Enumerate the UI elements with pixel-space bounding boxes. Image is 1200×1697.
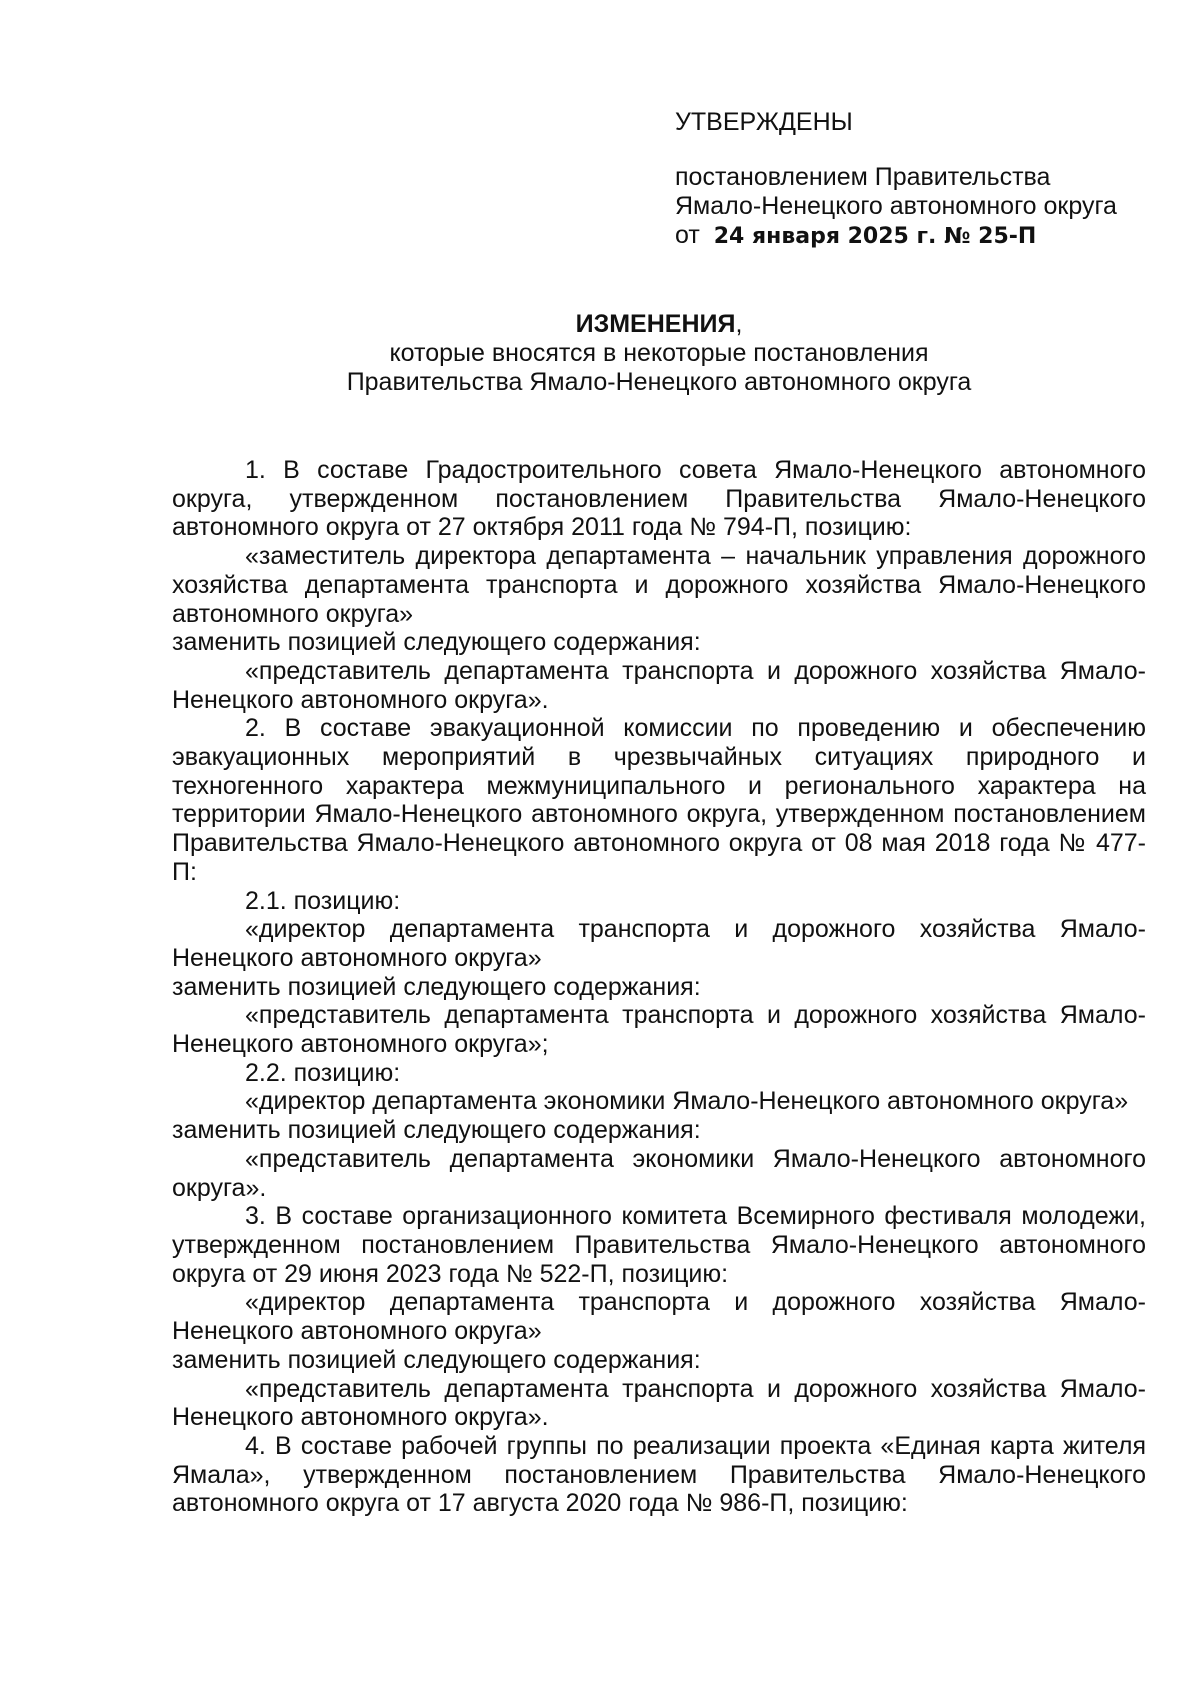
paragraph-4: «представитель департамента транспорта и дорожного хозяйства Ямало-Ненецкого автономного округа». <box>172 656 1146 714</box>
paragraph-8: заменить позицией следующего содержания: <box>172 972 701 1001</box>
title-line-2: которые вносятся в некоторые постановления <box>389 339 929 367</box>
approval-stamp: УТВЕРЖДЕНЫ <box>675 108 853 136</box>
title-line-3: Правительства Ямало-Ненецкого автономного округа <box>346 368 972 396</box>
title-heading-suffix: , <box>735 310 743 338</box>
paragraph-3: заменить позицией следующего содержания: <box>172 628 701 657</box>
title-heading: ИЗМЕНЕНИЯ <box>575 310 736 338</box>
paragraph-13: «представитель департамента экономики Ямало-Ненецкого автономного округа». <box>172 1144 1146 1202</box>
approval-line-1: постановлением Правительства <box>675 163 1051 191</box>
paragraph-10: 2.2. позицию: <box>245 1058 401 1087</box>
title-heading-line <box>172 310 1146 339</box>
approval-date <box>675 221 1117 251</box>
document-body <box>172 456 1146 1518</box>
document-title <box>172 310 1146 397</box>
paragraph-18: 4. В составе рабочей группы по реализации проекта «Единая карта жителя Ямала», утвержденном постановлением Правительства Ямало-Ненецкого автономного округа от 17 августа 2020 года № 986-П, позицию: <box>172 1431 1146 1518</box>
paragraph-12: заменить позицией следующего содержания: <box>172 1116 701 1145</box>
paragraph-9: «представитель департамента транспорта и дорожного хозяйства Ямало-Ненецкого автономного округа»; <box>172 1001 1146 1059</box>
paragraph-6: 2.1. позицию: <box>245 886 401 915</box>
paragraph-1: 1. В составе Градостроительного совета Ямало-Ненецкого автономного округа, утвержденном постановлением Правительства Ямало-Ненецкого автономного округа от 27 октября 2011 года № 794-П, позицию: <box>172 456 1146 542</box>
paragraph-15: «директор департамента транспорта и дорожного хозяйства Ямало-Ненецкого автономного округа» <box>172 1288 1146 1346</box>
paragraph-7: «директор департамента транспорта и дорожного хозяйства Ямало-Ненецкого автономного округа» <box>172 915 1146 972</box>
paragraph-16: заменить позицией следующего содержания: <box>172 1345 701 1374</box>
paragraph-17: «представитель департамента транспорта и дорожного хозяйства Ямало-Ненецкого автономного округа». <box>172 1374 1146 1432</box>
approval-block <box>675 108 1117 251</box>
paragraph-11: «директор департамента экономики Ямало-Ненецкого автономного округа» <box>245 1087 1129 1116</box>
paragraph-2: «заместитель директора департамента – начальник управления дорожного хозяйства департамента транспорта и дорожного хозяйства Ямало-Ненецкого автономного округа» <box>172 542 1146 628</box>
approval-date-value: 24 января 2025 г. № 25-П <box>713 224 1037 249</box>
paragraph-5: 2. В составе эвакуационной комиссии по проведению и обеспечению эвакуационных мероприятий в чрезвычайных ситуациях природного и техногенного характера межмуниципального и регионального характера на территории Ямало-Ненецкого автономного округа, утвержденном постановлением Правительства Ямало-Ненецкого автономного округа от 08 мая 2018 года № 477-П: <box>172 714 1146 886</box>
approval-line-2: Ямало-Ненецкого автономного округа <box>675 192 1117 220</box>
paragraph-14: 3. В составе организационного комитета Всемирного фестиваля молодежи, утвержденном постановлением Правительства Ямало-Ненецкого автономного округа от 29 июня 2023 года № 522-П, позицию: <box>172 1202 1146 1288</box>
approval-date-prefix: от <box>675 221 700 249</box>
